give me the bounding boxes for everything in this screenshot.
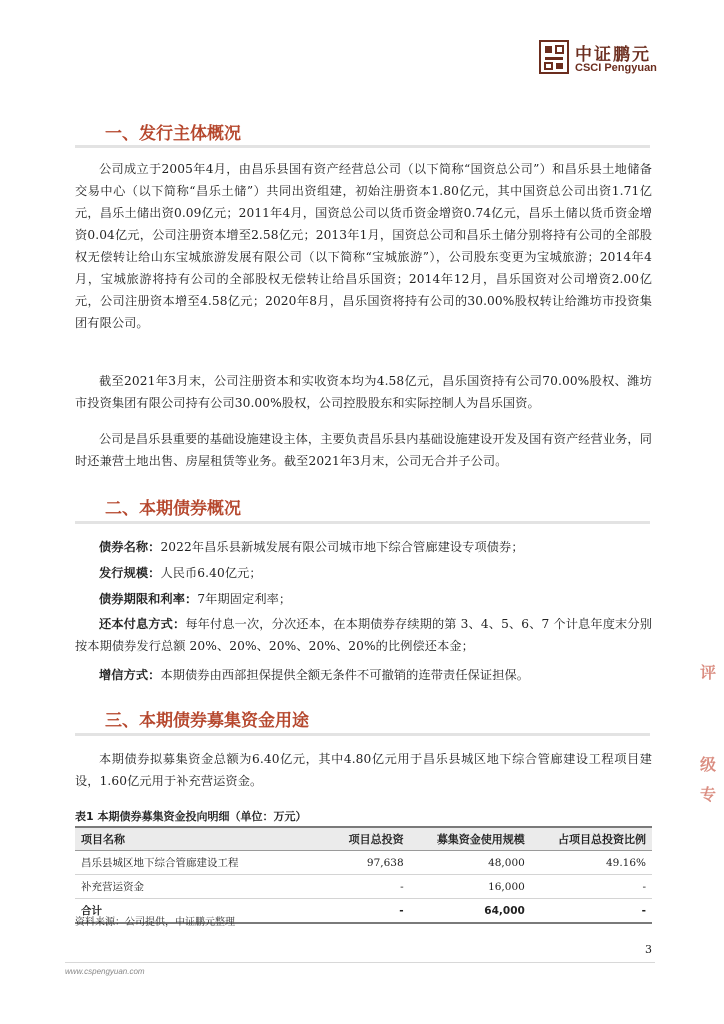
stamp-char-3: 专 [700,785,717,804]
credit-enhancement-label: 增信方式： [99,668,161,682]
page-number: 3 [645,943,652,956]
table-cell: 16,000 [410,875,531,899]
col-header-fund-usage: 募集资金使用规模 [410,827,531,851]
table-cell: - [329,875,410,899]
table-cell: 64,000 [410,899,531,924]
table-row [75,875,652,899]
section-1-heading: 一、发行主体概况 [105,124,241,144]
issuer-capital-paragraph: 截至2021年3月末，公司注册资本和实收资本均为4.58亿元，昌乐国资持有公司70.00%股权、潍坊市投资集团有限公司持有公司30.00%股权，公司控股股东和实际控制人为昌乐国资。 [75,374,652,410]
credit-enhancement-item [75,664,652,686]
col-header-total-investment: 项目总投资 [329,827,410,851]
table-row [75,851,652,875]
col-header-ratio: 占项目总投资比例 [531,827,652,851]
issue-size-label: 发行规模： [99,566,161,580]
footer-divider [65,962,655,963]
section-2-heading: 二、本期债券概况 [105,499,241,519]
table-cell: - [329,899,410,924]
term-rate-label: 债券期限和利率： [99,592,198,606]
repayment-label: 还本付息方式： [99,617,186,631]
term-rate-value: 7年期固定利率； [197,592,292,606]
table-cell: 补充营运资金 [75,875,329,899]
table-cell: 昌乐县城区地下综合管廊建设工程 [75,851,329,875]
section-3-heading: 三、本期债券募集资金用途 [105,711,309,731]
section-1-divider [75,145,650,148]
section-3-divider [75,733,650,736]
stamp-char-1: 评 [700,663,717,682]
table-cell: 97,638 [329,851,410,875]
table-cell: - [531,899,652,924]
term-rate-item [75,588,652,610]
table-cell: - [531,875,652,899]
credit-enhancement-value: 本期债券由西部担保提供全额无条件不可撤销的连带责任保证担保。 [160,668,530,682]
issuer-history-paragraph: 公司成立于2005年4月，由昌乐县国有资产经营总公司（以下简称“国资总公司”）和昌乐县土地储备交易中心（以下简称“昌乐土储”）共同出资组建，初始注册资本1.80亿元，其中国资总公司出资1.71亿元，昌乐土储出资0.09亿元；2011年4月，国资总公司以货币资金增资0.74亿元，昌乐土储以货币资金增资0.04亿元，公司注册资本增至2.58亿元；2013年1月，国资总公司和昌乐土储分别将持有公司的全部股权无偿转让给山东宝城旅游发展有限公司（以下简称“宝城旅游”），公司股东变更为宝城旅游；2014年4月，宝城旅游将持有公司的全部股权无偿转让给昌乐国资；2014年12月，昌乐国资对公司增资2.00亿元，公司注册资本增至4.58亿元；2020年8月，昌乐国资将持有公司的30.00%股权转让给潍坊市投资集团有限公司。 [75,162,652,330]
table-cell: 49.16% [531,851,652,875]
fund-allocation-table [75,826,652,924]
logo-english-name: CSCI Pengyuan [575,62,657,74]
bond-name-label: 债券名称： [99,540,161,554]
col-header-project: 项目名称 [75,827,329,851]
stamp-char-2: 级 [700,755,717,774]
issue-size-value: 人民币6.40亿元； [160,566,262,580]
table-cell: 合计 [75,899,329,924]
repayment-value: 每年付息一次，分次还本，在本期债券存续期的第 3、4、5、6、7 个计息年度末分别按本期债券发行总额 20%、20%、20%、20%、20%的比例偿还本金； [75,617,653,653]
issue-size-item [75,562,652,584]
bond-name-item [75,536,652,558]
table-caption: 表1 本期债券募集资金投向明细（单位：万元） [75,810,307,823]
table-header-row [75,827,652,851]
table-source-note: 资料来源：公司提供，中证鹏元整理 [75,917,235,928]
issuer-business-paragraph: 公司是昌乐县重要的基础设施建设主体，主要负责昌乐县内基础设施建设开发及国有资产经营业务，同时还兼营土地出售、房屋租赁等业务。截至2021年3月末，公司无合并子公司。 [75,432,652,468]
bond-name-value: 2022年昌乐县新城发展有限公司城市地下综合管廊建设专项债券； [160,540,524,554]
footer-website-link[interactable]: www.cspengyuan.com [65,967,145,976]
logo-chinese-name: 中证鹏元 [575,45,651,65]
fund-usage-paragraph: 本期债券拟募集资金总额为6.40亿元，其中4.80亿元用于昌乐县城区地下综合管廊建设工程项目建设，1.60亿元用于补充营运资金。 [75,752,652,788]
repayment-item [75,613,652,657]
company-logo-icon [539,40,569,74]
table-cell: 48,000 [410,851,531,875]
section-2-divider [75,521,650,524]
